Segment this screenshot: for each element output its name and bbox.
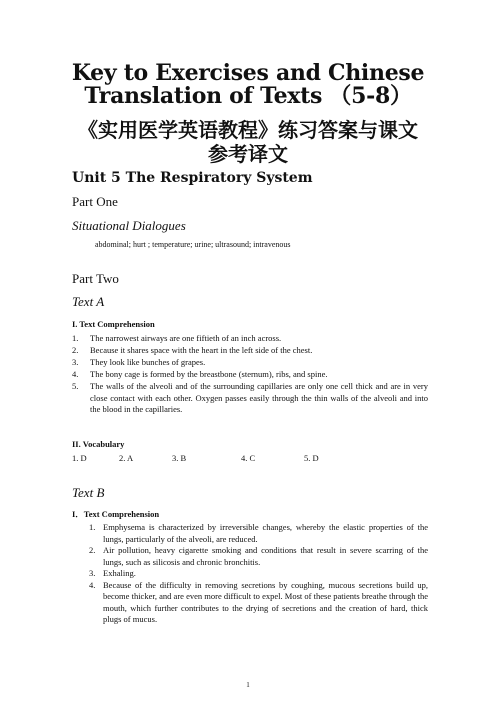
list-item: 4. The bony cage is formed by the breastbone (sternum), ribs, and spine. [72, 369, 328, 379]
list-item: 1. The narrowest airways are one fiftieth of an inch across. [72, 333, 282, 343]
list-item: 3. Exhaling. [89, 568, 136, 578]
text-a-heading: Text A [72, 294, 105, 309]
text-b-comprehension-heading: I．Text Comprehension [72, 509, 160, 519]
vocab-answer: 2. A [119, 453, 134, 463]
list-item: 2. Air pollution, heavy cigarette smoking and conditions that result in severe scarring of the lungs, such as silicosis and chronic bronchitis. [89, 545, 428, 567]
vocab-answer: 4. C [241, 453, 256, 463]
list-item: 2. Because it shares space with the heart in the left side of the chest. [72, 345, 313, 355]
dialogue-words: abdominal; hurt ; temperature; urine; ultrasound; intravenous [95, 240, 291, 249]
title-chinese [40, 118, 456, 166]
unit-heading: Unit 5 The Respiratory System [72, 170, 313, 186]
title-chinese-line-2: 参考译文 [208, 142, 288, 166]
page-number: 1 [246, 681, 250, 689]
part-two-heading: Part Two [72, 271, 119, 286]
list-item: 5. The walls of the alveoli and of the surrounding capillaries are only one cell thick and are in very close contact with each other. Oxygen passes easily through the thin walls of the alveoli and into the blood in the capillaries. [72, 381, 428, 414]
title-english-line-2: Translation of Texts （5-8） [84, 83, 412, 109]
list-item: 1. Emphysema is characterized by irreversible changes, whereby the elastic properties of the lungs, particularly of the alveoli, are reduced. [89, 522, 428, 544]
title-english [60, 62, 436, 108]
list-item: 4. Because of the difficulty in removing secretions by coughing, mucous secretions build up, become thicker, and are even more difficult to expel. Most of these patients breathe through the mouth, which further contributes to the drying of secretions and the creation of hard, thick plugs of mucus. [89, 579, 428, 624]
vocab-answer: 5. D [304, 453, 319, 463]
text-a-comprehension-list [72, 333, 428, 416]
situational-dialogues-heading: Situational Dialogues [72, 218, 186, 233]
list-item: 3. They look like bunches of grapes. [72, 357, 206, 367]
vocab-answer: 3. B [172, 453, 187, 463]
text-a-vocabulary-heading: II. Vocabulary [72, 439, 125, 449]
text-b-heading: Text B [72, 485, 105, 500]
text-b-comprehension-list [89, 522, 428, 626]
vocab-answer: 1. D [72, 453, 87, 463]
part-one-heading: Part One [72, 194, 118, 209]
title-chinese-line-1: 《实用医学英语教程》练习答案与课文 [78, 118, 418, 142]
title-english-line-1: Key to Exercises and Chinese [71, 60, 425, 86]
text-a-comprehension-heading: I. Text Comprehension [72, 319, 155, 329]
